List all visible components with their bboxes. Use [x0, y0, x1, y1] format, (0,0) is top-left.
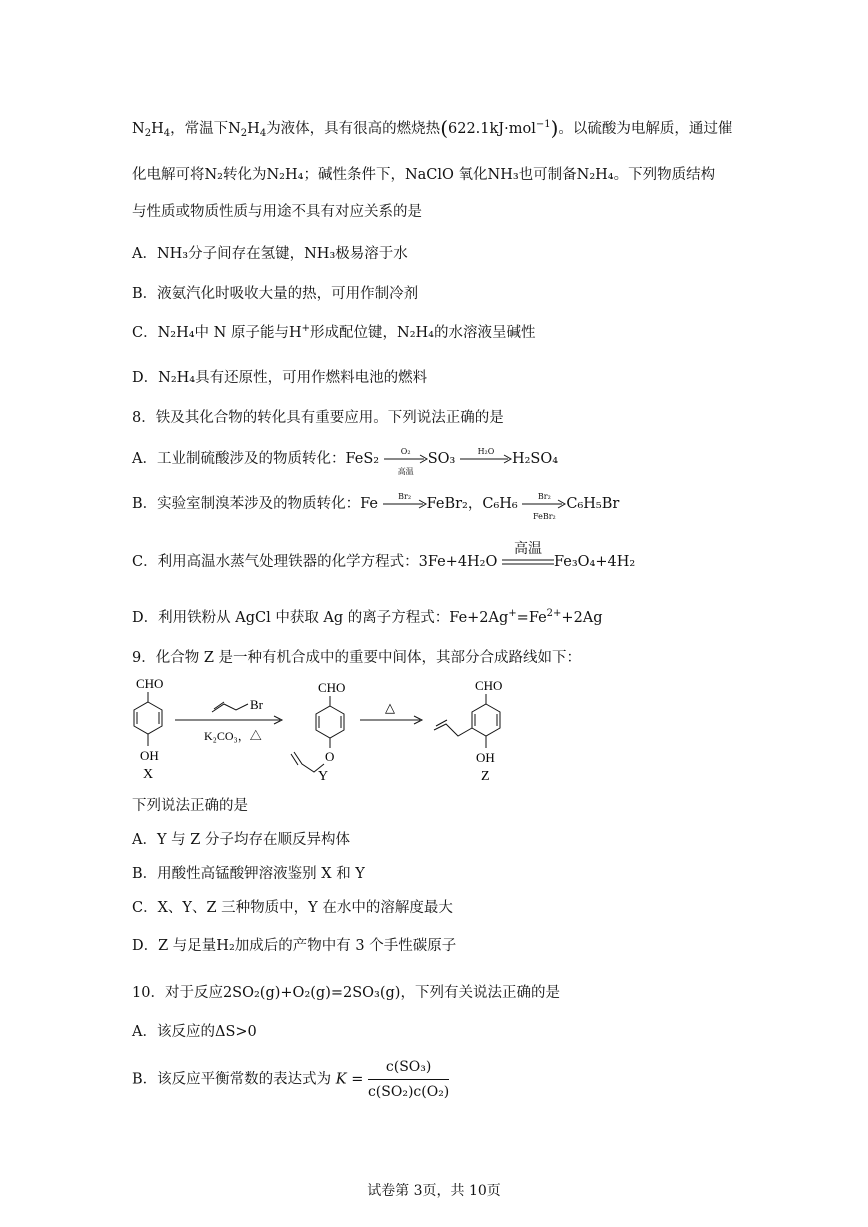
- q7-option-b: B．液氨汽化时吸收大量的热，可用作制冷剂: [132, 286, 419, 302]
- synthesis-route-diagram: [120, 672, 520, 792]
- text: N: [132, 121, 145, 137]
- q9-option-c: C．X、Y、Z 三种物质中，Y 在水中的溶解度最大: [132, 900, 453, 916]
- fraction-denominator: c(SO₂)c(O₂): [367, 1084, 450, 1100]
- compound-z-label: Z: [481, 769, 490, 784]
- equilibrium-k: K =: [335, 1071, 364, 1088]
- reagent-conditions: K₂CO₃，△: [204, 729, 262, 743]
- cho-label: CHO: [136, 676, 164, 691]
- q8-option-d: [132, 608, 603, 628]
- cho-label: CHO: [318, 680, 346, 695]
- q8-option-c: [132, 541, 636, 572]
- text: 为液体，具有很高的燃烧热: [266, 121, 441, 137]
- text: 高温: [397, 467, 414, 476]
- text: D．利用铁粉从 AgCl 中获取 Ag 的离子方程式：Fe+2Ag: [132, 610, 509, 626]
- intro-line-3: 与性质或物质性质与用途不具有对应关系的是: [132, 204, 422, 220]
- reaction-arrow-icon: [460, 447, 512, 467]
- text: H: [288, 325, 302, 341]
- text: 。以硫酸为电解质，通过催: [558, 121, 733, 137]
- q8-stem: 8．铁及其化合物的转化具有重要应用。下列说法正确的是: [132, 410, 504, 426]
- text: B．实验室制溴苯涉及的物质转化：Fe: [132, 496, 379, 512]
- q9-option-d: D．Z 与足量H₂加成后的产物中有 3 个手性碳原子: [132, 938, 457, 954]
- text: 2+: [546, 608, 562, 619]
- text: C₆H₅Br: [566, 496, 620, 512]
- text: SO₃: [427, 451, 456, 467]
- cho-label: CHO: [475, 678, 503, 693]
- text: 形成配位键，N₂H₄的水溶液呈碱性: [310, 325, 536, 341]
- intro-line-1: $N_2H_4$，常温下$N_2H_4$为液体，具有很高的燃烧热(622.1kJ·mol$^{-1}$)。以硫酸为电解质，通过催: [132, 116, 733, 140]
- heat-symbol: △: [385, 700, 395, 715]
- q10-option-a: A．该反应的ΔS>0: [132, 1024, 257, 1040]
- page-footer: 试卷第 3页，共 10页: [367, 1183, 501, 1199]
- intro-line-2: 化电解可将N₂转化为N₂H₄；碱性条件下，NaClO 氧化NH₃也可制备N₂H₄。下列物质结构: [132, 167, 716, 183]
- text: +: [508, 608, 517, 619]
- text: 高温: [514, 541, 542, 557]
- text: +: [301, 323, 311, 334]
- q9-prompt: 下列说法正确的是: [132, 798, 248, 814]
- q7-option-d: D．N₂H₄具有还原性，可用作燃料电池的燃料: [132, 370, 428, 386]
- reaction-arrow-icon: [383, 492, 427, 512]
- text: −1: [535, 119, 551, 130]
- q9-stem: 9．化合物 Z 是一种有机合成中的重要中间体，其部分合成路线如下：: [132, 650, 582, 666]
- text: Br₂: [398, 492, 412, 501]
- q8-option-b: [132, 492, 620, 521]
- text: H₂O: [477, 447, 495, 456]
- text: FeBr₂: [532, 512, 556, 521]
- oh-label: OH: [476, 750, 495, 765]
- q9-option-a: A．Y 与 Z 分子均存在顺反异构体: [132, 832, 350, 848]
- heat-value: 622.1kJ·mol: [448, 121, 536, 137]
- text: Fe₃O₄+4H₂: [554, 554, 636, 570]
- q10-stem: 10．对于反应2SO₂(g)+O₂(g)=2SO₃(g)，下列有关说法正确的是: [132, 985, 560, 1001]
- q9-option-b: B．用酸性高锰酸钾溶液鉴别 X 和 Y: [132, 866, 365, 882]
- text: C．利用高温水蒸气处理铁器的化学方程式：3Fe+4H₂O: [132, 554, 498, 570]
- text: FeBr₂，C₆H₆: [426, 496, 518, 512]
- reagent-br: Br: [250, 697, 263, 712]
- reaction-arrow-icon: [384, 447, 428, 476]
- text: B．该反应平衡常数的表达式为: [132, 1071, 332, 1088]
- reaction-arrow-icon: [522, 492, 566, 521]
- text: +2Ag: [561, 610, 603, 626]
- oh-label: OH: [140, 748, 159, 763]
- fraction-numerator: c(SO₃): [368, 1056, 449, 1080]
- text: H: [151, 121, 164, 137]
- compound-y-label: Y: [318, 769, 329, 784]
- text: H₂SO₄: [511, 451, 559, 467]
- text: ，常温下: [170, 121, 229, 137]
- q10-option-b: [132, 1056, 449, 1103]
- q7-option-a: A．NH₃分子间存在氢键，NH₃极易溶于水: [132, 246, 408, 262]
- text: O₂: [400, 447, 411, 456]
- text: A．工业制硫酸涉及的物质转化：FeS₂: [132, 451, 380, 467]
- text: Br₂: [537, 492, 551, 501]
- q8-option-a: [132, 447, 559, 476]
- text: =Fe: [516, 610, 547, 626]
- text: C．N₂H₄中 N 原子能与: [132, 325, 289, 341]
- compound-x-label: X: [143, 767, 154, 782]
- equilibrium-fraction: [368, 1056, 449, 1103]
- q7-option-c: [132, 323, 535, 343]
- o-atom-label: O: [325, 749, 335, 764]
- reaction-condition-equals: [502, 541, 554, 571]
